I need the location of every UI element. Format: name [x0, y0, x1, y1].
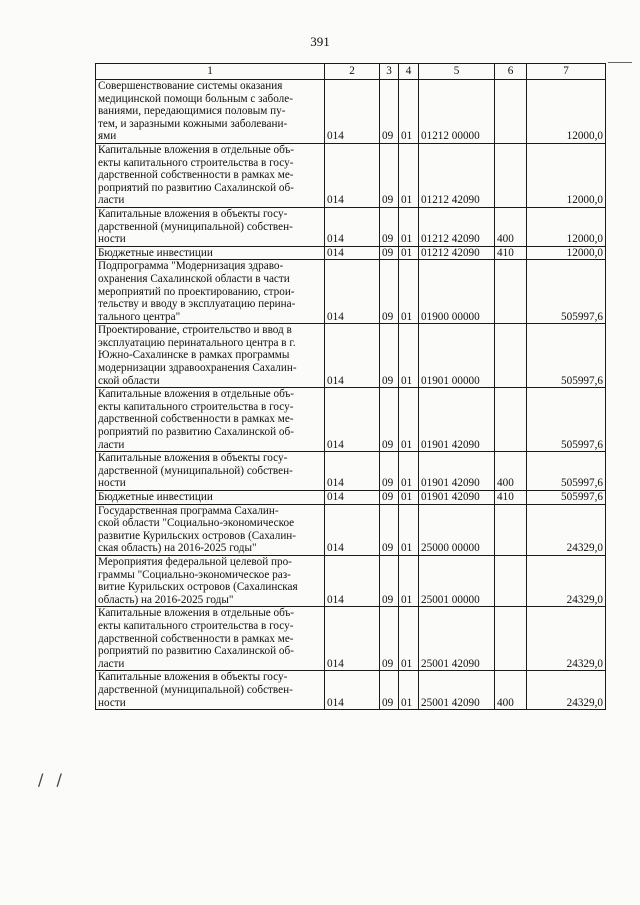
row-name-line: екты капитального строительства в госу- [98, 156, 294, 169]
row-name [96, 671, 325, 710]
ministry-code: 014 [325, 80, 380, 144]
section-code: 09 [380, 324, 399, 388]
row-name [96, 388, 325, 452]
subsection-code: 01 [399, 80, 419, 144]
row-name-line: ласти [98, 438, 125, 451]
amount: 505997,6 [527, 324, 606, 388]
expense-type-code [495, 324, 527, 388]
subsection-code: 01 [399, 143, 419, 207]
row-name-line: роприятий по развитию Сахалинской об- [98, 645, 294, 658]
ministry-code: 014 [325, 207, 380, 246]
table-row [96, 607, 606, 671]
ministry-code: 014 [325, 491, 380, 505]
expense-type-code: 400 [495, 452, 527, 491]
row-name-line: дарственной (муниципальной) собствен- [98, 464, 293, 477]
row-name-line: ской области [98, 374, 160, 387]
row-name-line: мероприятий по проектированию, строи- [98, 285, 295, 298]
row-name-line: дарственной собственности в рамках ме- [98, 632, 294, 645]
row-name-line: дарственной собственности в рамках ме- [98, 413, 294, 426]
section-code: 09 [380, 555, 399, 606]
section-code: 09 [380, 143, 399, 207]
row-name-line: Подпрограмма "Модернизация здраво- [98, 260, 284, 273]
target-article-code: 25001 42090 [419, 671, 495, 710]
row-name-line: Капитальные вложения в объекты госу- [98, 207, 288, 220]
subsection-code: 01 [399, 324, 419, 388]
ministry-code: 014 [325, 671, 380, 710]
amount: 505997,6 [527, 452, 606, 491]
row-name-line: ями [98, 130, 117, 143]
column-header-section: 3 [380, 64, 399, 80]
table-header [96, 64, 606, 80]
section-code: 09 [380, 504, 399, 555]
target-article-code: 01900 00000 [419, 260, 495, 324]
section-code: 09 [380, 260, 399, 324]
row-name-line: тельству и вводу в эксплуатацию перина- [98, 298, 296, 311]
row-name-line: роприятий по развитию Сахалинской об- [98, 181, 294, 194]
row-name-line: ская область) на 2016-2025 годы" [98, 542, 257, 555]
subsection-code: 01 [399, 504, 419, 555]
page-number: 391 [310, 34, 330, 49]
edge-mark [608, 62, 632, 63]
expense-type-code: 410 [495, 246, 527, 260]
row-name-line: Капитальные вложения в отдельные объ- [98, 388, 295, 401]
target-article-code: 01212 42090 [419, 207, 495, 246]
table-row [96, 260, 606, 324]
header-row [96, 64, 606, 80]
row-name-line: тального центра" [98, 310, 181, 323]
row-name-line: дарственной (муниципальной) собствен- [98, 220, 293, 233]
subsection-code: 01 [399, 555, 419, 606]
section-code: 09 [380, 491, 399, 505]
row-name-line: Капитальные вложения в отдельные объ- [98, 143, 295, 156]
target-article-code: 01212 00000 [419, 80, 495, 144]
target-article-code: 01212 42090 [419, 246, 495, 260]
expense-type-code [495, 80, 527, 144]
row-name-line: Южно-Сахалинске в рамках программы [98, 349, 290, 362]
expense-type-code [495, 555, 527, 606]
row-name-line: Капитальные вложения в отдельные объ- [98, 607, 295, 620]
expense-type-code: 400 [495, 207, 527, 246]
target-article-code: 25000 00000 [419, 504, 495, 555]
expense-type-code [495, 143, 527, 207]
subsection-code: 01 [399, 388, 419, 452]
table-row [96, 324, 606, 388]
column-header-ministry: 2 [325, 64, 380, 80]
row-name-line: Проектирование, строительство и ввод в [98, 324, 292, 337]
expense-type-code [495, 607, 527, 671]
row-name-line: эксплуатацию перинатального центра в г. [98, 336, 296, 349]
row-name-line: Капитальные вложения в объекты госу- [98, 671, 288, 684]
row-name-line: Капитальные вложения в объекты госу- [98, 452, 288, 465]
column-header-name: 1 [96, 64, 325, 80]
expense-type-code: 410 [495, 491, 527, 505]
expense-type-code [495, 260, 527, 324]
column-header-target-article: 5 [419, 64, 495, 80]
target-article-code: 01212 42090 [419, 143, 495, 207]
row-name [96, 491, 325, 505]
column-header-amount: 7 [527, 64, 606, 80]
table-row [96, 80, 606, 144]
margin-pencil-mark: / / [38, 770, 66, 789]
section-code: 09 [380, 607, 399, 671]
target-article-code: 25001 42090 [419, 607, 495, 671]
amount: 12000,0 [527, 207, 606, 246]
section-code: 09 [380, 452, 399, 491]
section-code: 09 [380, 80, 399, 144]
row-name-line: екты капитального строительства в госу- [98, 619, 294, 632]
table-body [96, 80, 606, 710]
subsection-code: 01 [399, 607, 419, 671]
amount: 12000,0 [527, 246, 606, 260]
target-article-code: 01901 42090 [419, 491, 495, 505]
row-name-line: ской области "Социально-экономическое [98, 517, 295, 530]
row-name-line: ности [98, 477, 126, 490]
target-article-code: 25001 00000 [419, 555, 495, 606]
table-row [96, 246, 606, 260]
row-name [96, 246, 325, 260]
column-header-subsection: 4 [399, 64, 419, 80]
section-code: 09 [380, 207, 399, 246]
table-row [96, 143, 606, 207]
row-name [96, 143, 325, 207]
row-name [96, 607, 325, 671]
row-name-line: ласти [98, 194, 125, 207]
row-name-line: роприятий по развитию Сахалинской об- [98, 426, 294, 439]
ministry-code: 014 [325, 452, 380, 491]
row-name-line: область) на 2016-2025 годы" [98, 593, 234, 606]
ministry-code: 014 [325, 260, 380, 324]
subsection-code: 01 [399, 246, 419, 260]
row-name-line: ности [98, 233, 126, 246]
row-name [96, 207, 325, 246]
row-name-line: ласти [98, 657, 125, 670]
row-name-line: развитие Курильских островов (Сахалин- [98, 529, 297, 542]
row-name-line: медицинской помощи больным с заболе- [98, 92, 293, 105]
expense-type-code [495, 388, 527, 452]
table-row [96, 555, 606, 606]
row-name-line: охранения Сахалинской области в части [98, 272, 290, 285]
amount: 505997,6 [527, 491, 606, 505]
row-name [96, 260, 325, 324]
amount: 24329,0 [527, 555, 606, 606]
subsection-code: 01 [399, 491, 419, 505]
expense-type-code: 400 [495, 671, 527, 710]
row-name-line: тем, и заразными кожными заболевани- [98, 117, 288, 130]
row-name-line: Совершенствование системы оказания [98, 80, 283, 92]
amount: 24329,0 [527, 671, 606, 710]
section-code: 09 [380, 671, 399, 710]
section-code: 09 [380, 246, 399, 260]
row-name [96, 555, 325, 606]
row-name-line: Мероприятия федеральной целевой про- [98, 555, 292, 568]
row-name-line: дарственной собственности в рамках ме- [98, 169, 294, 182]
ministry-code: 014 [325, 607, 380, 671]
expense-type-code [495, 504, 527, 555]
amount: 12000,0 [527, 80, 606, 144]
subsection-code: 01 [399, 260, 419, 324]
row-name-line: Бюджетные инвестиции [98, 491, 213, 503]
ministry-code: 014 [325, 504, 380, 555]
row-name [96, 452, 325, 491]
amount: 505997,6 [527, 260, 606, 324]
row-name [96, 504, 325, 555]
subsection-code: 01 [399, 207, 419, 246]
target-article-code: 01901 42090 [419, 452, 495, 491]
table-row [96, 207, 606, 246]
target-article-code: 01901 42090 [419, 388, 495, 452]
amount: 24329,0 [527, 504, 606, 555]
ministry-code: 014 [325, 388, 380, 452]
ministry-code: 014 [325, 555, 380, 606]
row-name-line: модернизации здравоохранения Сахалин- [98, 362, 297, 375]
ministry-code: 014 [325, 143, 380, 207]
row-name-line: Государственная программа Сахалин- [98, 504, 279, 517]
row-name-line: граммы "Социально-экономическое раз- [98, 568, 291, 581]
table-row [96, 491, 606, 505]
subsection-code: 01 [399, 671, 419, 710]
amount: 505997,6 [527, 388, 606, 452]
ministry-code: 014 [325, 246, 380, 260]
table-row [96, 388, 606, 452]
row-name-line: Бюджетные инвестиции [98, 246, 213, 259]
row-name-line: витие Курильских островов (Сахалинская [98, 581, 298, 594]
row-name [96, 324, 325, 388]
table-row [96, 671, 606, 710]
row-name-line: дарственной (муниципальной) собствен- [98, 683, 293, 696]
subsection-code: 01 [399, 452, 419, 491]
amount: 24329,0 [527, 607, 606, 671]
ministry-code: 014 [325, 324, 380, 388]
table-row [96, 504, 606, 555]
row-name-line: екты капитального строительства в госу- [98, 400, 294, 413]
row-name-line: ваниями, передающимися половым пу- [98, 105, 286, 118]
column-header-expense-type: 6 [495, 64, 527, 80]
budget-table [95, 63, 606, 710]
amount: 12000,0 [527, 143, 606, 207]
table-row [96, 452, 606, 491]
row-name-line: ности [98, 696, 126, 709]
row-name [96, 80, 325, 144]
section-code: 09 [380, 388, 399, 452]
target-article-code: 01901 00000 [419, 324, 495, 388]
